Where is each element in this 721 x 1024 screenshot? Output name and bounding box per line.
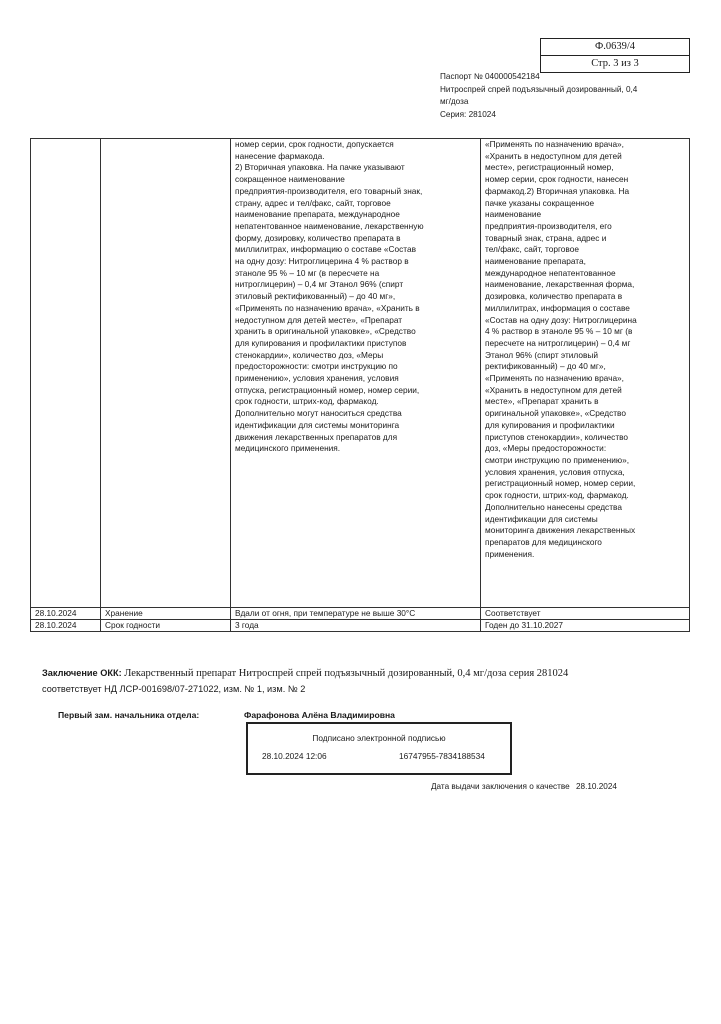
signer-title: Первый зам. начальника отдела: [58, 710, 200, 720]
requirement-cell: 3 года [231, 620, 481, 632]
result-cell: Соответствует [481, 608, 690, 620]
signer-name: Фарафонова Алёна Владимировна [244, 710, 395, 720]
parameter-cell: Срок годности [101, 620, 231, 632]
result-cell: Годен до 31.10.2027 [481, 620, 690, 632]
requirement-cell: номер серии, срок годности, допускается нанесение фармакода. 2) Вторичная упаковка. На пачке указывают сокращенное наименование предприятия-производителя, его товарный знак, страну, адрес и тел/факс, сайт, торговое наименование препарата, международное непатентованное наименование, лекарственную форму, дозировку, количество препарата в миллилитрах, информацию о составе «Состав на одну дозу: Нитроглицерина 4 % раствор в этаноле 95 % – 10 мг (в пересчете на нитроглицерин) – 0,4 мг Этанол 96% (спирт этиловый ректификованный) – до 40 мг», «Применять по назначению врача», «Хранить в недоступном для детей месте», «Препарат хранить в оригинальной упаковке», «Средство для купирования и профилактики приступов стенокардии», количество доз, «Меры предосторожности: смотри инструкцию по применению», условия хранения, условия отпуска, регистрационный номер, номер серии, срок годности, штрих-код, фармакод. Дополнительно могут наноситься средства идентификации для системы мониторинга движения лекарственных препаратов для медицинского применения. [231, 139, 481, 608]
issue-date-label: Дата выдачи заключения о качестве [431, 782, 570, 791]
parameter-cell [101, 139, 231, 608]
test-results-table [30, 138, 690, 632]
page-number: Стр. 3 из 3 [541, 55, 689, 72]
date-cell: 28.10.2024 [31, 608, 101, 620]
electronic-signature-stamp [246, 722, 512, 775]
date-cell [31, 139, 101, 608]
result-cell: «Применять по назначению врача», «Хранить в недоступном для детей месте», регистрационный номер, номер серии, срок годности, нанесен фармакод.2) Вторичная упаковка. На пачке указаны сокращенное наименование предприятия-производителя, его товарный знак, страна, адрес и тел/факс, сайт, торговое наименование препарата, международное непатентованное наименование, лекарственная форма, дозировка, количество препарата в миллилитрах, информация о составе «Состав на одну дозу: Нитроглицерина 4 % раствор в этаноле 95 % – 10 мг (в пересчете на нитроглицерин) – 0,4 мг Этанол 96% (спирт этиловый ректификованный) – до 40 мг», «Применять по назначению врача», «Хранить в недоступном для детей месте», «Препарат хранить в оригинальной упаковке», «Средство для купирования и профилактики приступов стенокардии», количество доз, «Меры предосторожности: смотри инструкцию по применению», условия хранения, условия отпуска, регистрационный номер, номер серии, срок годности, штрих-код, фармакод. Дополнительно нанесены средства идентификации для системы мониторинга движения лекарственных препаратов для медицинского применения. [481, 139, 690, 608]
conclusion-line2: соответствует НД ЛСР-001698/07-271022, изм. № 1, изм. № 2 [42, 684, 306, 694]
conclusion-text: Лекарственный препарат Нитроспрей спрей подъязычный дозированный, 0,4 мг/доза серия 281024 [124, 668, 569, 679]
product-dose: мг/доза [440, 97, 469, 106]
form-code-box [540, 38, 690, 73]
product-name: Нитроспрей спрей подъязычный дозированный, 0,4 [440, 84, 638, 94]
passport-info [440, 71, 700, 121]
conclusion-label: Заключение ОКК: [42, 668, 122, 678]
issue-date [431, 782, 617, 791]
passport-number: Паспорт № 040000542184 [440, 72, 540, 81]
product-series: Серия: 281024 [440, 109, 496, 119]
conclusion [42, 664, 702, 695]
form-code: Ф.0639/4 [594, 41, 636, 52]
signature-title: Подписано электронной подписью [312, 733, 446, 743]
table-row [31, 139, 690, 608]
signature-number: 16747955-7834188534 [399, 751, 485, 761]
parameter-cell: Хранение [101, 608, 231, 620]
requirement-cell: Вдали от огня, при температуре не выше 30°С [231, 608, 481, 620]
table-row [31, 608, 690, 620]
table-row [31, 620, 690, 632]
issue-date-value: 28.10.2024 [575, 782, 617, 791]
date-cell: 28.10.2024 [31, 620, 101, 632]
signature-date: 28.10.2024 12:06 [262, 751, 327, 761]
